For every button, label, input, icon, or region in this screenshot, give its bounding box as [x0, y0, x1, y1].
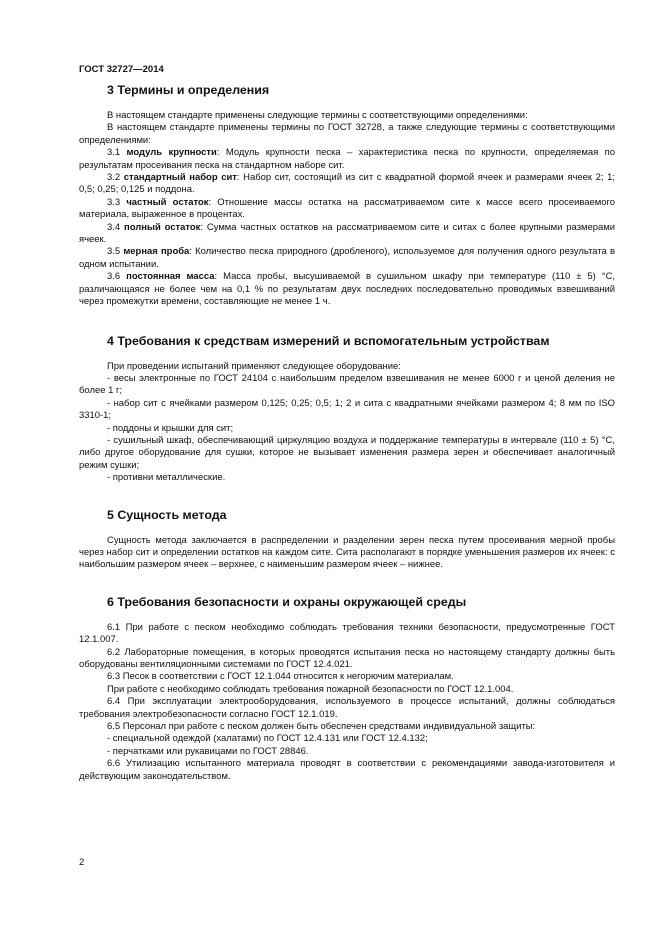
list-item: - сушильный шкаф, обеспечивающий циркуляцию воздуха и поддержание температуры в интервале (110 ± 5) °С, либо другое оборудование для сушки, которое не вызывает изменения размера зерен и обеспечивает аналогичный режим сушки; — [79, 434, 615, 471]
term-number: 3.5 — [107, 246, 121, 258]
section-equipment — [79, 333, 615, 485]
paragraph: 6.5 Персонал при работе с песком должен быть обеспечен средствами индивидуальной защиты: — [107, 721, 536, 733]
term-definition — [79, 197, 615, 222]
document-header: ГОСТ 32727—2014 — [79, 64, 164, 75]
paragraph: В настоящем стандарте применены термины по ГОСТ 32728, а также следующие термины с соответствующими определениями: — [79, 122, 615, 146]
term-name: мерная проба — [123, 246, 190, 258]
term-definition — [79, 246, 615, 271]
term-definition — [79, 147, 615, 172]
paragraph: При проведении испытаний применяют следующее оборудование: — [107, 360, 401, 372]
term-definition — [79, 222, 615, 247]
paragraph: 6.3 Песок в соответствии с ГОСТ 12.1.044 относится к негорючим материалам. — [107, 671, 454, 683]
term-text: : Сумма частных остатков на рассматриваемом сите и ситах с более крупными размерами ячеек. — [79, 221, 616, 246]
section-terms — [79, 82, 615, 309]
term-number: 3.4 — [107, 221, 121, 233]
section-method — [79, 507, 615, 572]
document-body — [79, 82, 615, 793]
paragraph: Сущность метода заключается в распределении и разделении зерен песка путем просеивания мерной пробы через набор сит и определении остатков на каждом сите. Сита располагают в порядке уменьшения размеров их ячеек: с наибольшим размером ячеек – верхнее, с наименьшим размером ячеек – нижнее. — [79, 534, 615, 571]
page-number: 2 — [79, 857, 85, 868]
term-text: : Набор сит, состоящий из сит с квадратной формой ячеек и размерами ячеек 2; 1; 0,5; 0,25; 0,125 и поддона. — [79, 172, 616, 196]
paragraph: 6.1 При работе с песком необходимо соблюдать требования техники безопасности, предусмотренные ГОСТ 12.1.007. — [79, 621, 615, 646]
paragraph: 6.6 Утилизацию испытанного материала проводят в соответствии с рекомендациями завода-изготовителя и действующим законодательством. — [79, 758, 615, 782]
list-item: - противни металлические. — [107, 472, 226, 484]
term-name: модуль крупности — [126, 147, 217, 159]
term-text: : Количество песка природного (дробленого), используемое для получения одного результата в одном испытании. — [79, 246, 616, 270]
term-number: 3.1 — [107, 147, 121, 159]
list-item: - весы электронные по ГОСТ 24104 с наибольшим пределом взвешивания не менее 6000 г и ценой деления не более 1 г; — [79, 372, 615, 397]
paragraph: При работе с необходимо соблюдать требования пожарной безопасности по ГОСТ 12.1.004. — [107, 683, 514, 695]
section-title: 4 Требования к средствам измерений и вспомогательным устройствам — [107, 333, 550, 348]
paragraph: 6.4 При эксплуатации электрооборудования, используемого в процессе испытаний, должны соблюдаться требования электробезопасности согласно ГОСТ 12.1.019. — [79, 696, 615, 720]
term-name: частный остаток — [126, 196, 209, 208]
term-text: : Модуль крупности песка – характеристика песка по крупности, определяемая по результатам просеивания песка на стандартном наборе сит. — [79, 147, 615, 171]
paragraph: В настоящем стандарте применены следующие термины с соответствующими определениями: — [107, 110, 528, 121]
term-number: 3.6 — [107, 271, 121, 283]
list-item: - набор сит с ячейками размером 0,125; 0,25; 0,5; 1; 2 и сита с квадратными ячейками размером 4; 8 мм по ISO 3310-1; — [79, 397, 615, 422]
list-item: - поддоны и крышки для сит; — [107, 422, 234, 434]
section-title: 3 Термины и определения — [107, 83, 270, 97]
term-name: стандартный набор сит — [123, 172, 237, 184]
term-number: 3.2 — [107, 172, 121, 184]
section-title: 6 Требования безопасности и охраны окружающей среды — [107, 594, 467, 609]
list-item: - перчатками или рукавицами по ГОСТ 28846. — [107, 745, 309, 757]
term-name: полный остаток — [124, 221, 201, 233]
paragraph: 6.2 Лабораторные помещения, в которых проводятся испытания песка но настоящему стандарту должны быть оборудованы вентиляционными системами по ГОСТ 12.4.021. — [79, 646, 615, 670]
section-safety — [79, 594, 615, 783]
term-definition — [79, 172, 615, 197]
term-name: постоянная масса — [126, 271, 215, 283]
section-title: 5 Сущность метода — [107, 507, 227, 522]
term-definition — [79, 271, 615, 308]
term-number: 3.3 — [107, 196, 121, 208]
term-text: : Масса пробы, высушиваемой в сушильном шкафу при температуре (110 ± 5) °С, различающаяся не более чем на 0,1 % по результатам двух последних последовательно проводимых взвешиваний через промежутки времени, составляющие не менее 1 ч. — [79, 271, 616, 308]
term-text: : Отношение массы остатка на рассматриваемом сите к массе всего просеиваемого материала, выраженное в процентах. — [79, 196, 615, 221]
list-item: - специальной одеждой (халатами) по ГОСТ 12.4.131 или ГОСТ 12.4.132; — [107, 733, 428, 745]
